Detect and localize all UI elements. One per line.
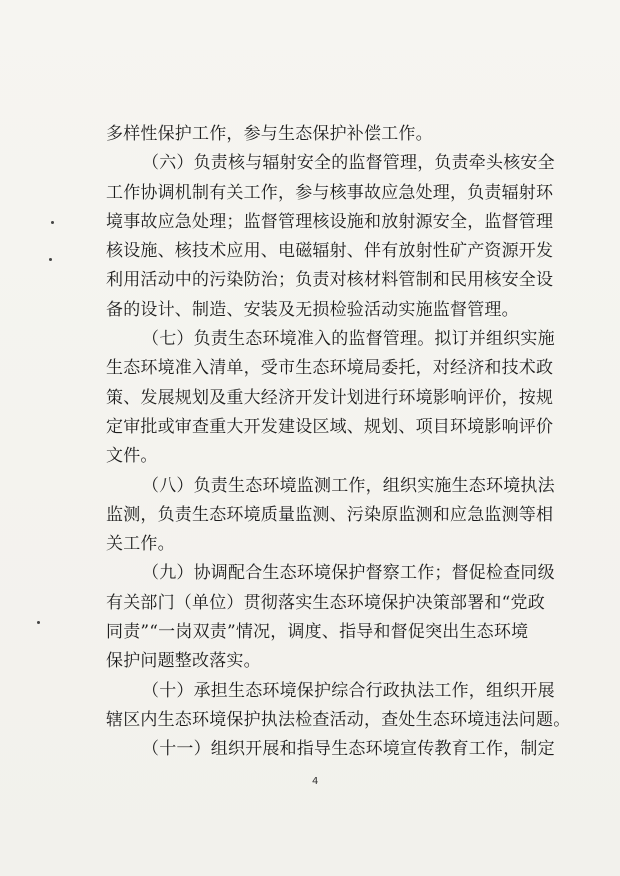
text-line-3: 工作协调机制有关工作，参与核事故应急处理，负责辐射环 [106,182,554,203]
text-line-15: 关工作。 [106,534,175,555]
text-line-7: 备的设计、制造、安装及无损检验活动实施监督管理。 [106,299,519,320]
text-line-18: 同责”“一岗双责”情况，调度、指导和督促突出生态环境 [106,622,529,643]
text-line-13: （八）负责生态环境监测工作，组织实施生态环境执法 [142,475,555,496]
text-line-5: 核设施、核技术应用、电磁辐射、伴有放射性矿产资源开发 [106,241,554,262]
text-line-11: 定审批或审查重大开发建设区域、规划、项目环境影响评价 [106,416,554,437]
body-text [106,120,571,765]
text-line-4: 境事故应急处理；监督管理核设施和放射源安全，监督管理 [106,211,554,232]
text-line-20: （十）承担生态环境保护综合行政执法工作，组织开展 [142,680,555,701]
text-line-6: 利用活动中的污染防治；负责对核材料管制和民用核安全设 [106,270,554,291]
scan-speck [51,221,54,224]
text-line-2: （六）负责核与辐射安全的监督管理，负责牵头核安全 [142,153,555,174]
text-line-12: 文件。 [106,446,158,467]
text-line-21: 辖区内生态环境保护执法检查活动，查处生态环境违法问题。 [106,709,571,730]
text-line-8: （七）负责生态环境准入的监督管理。拟订并组织实施 [142,329,555,350]
text-line-17: 有关部门（单位）贯彻落实生态环境保护决策部署和“党政 [106,592,545,613]
page-number: 4 [312,776,319,787]
text-line-16: （九）协调配合生态环境保护督察工作；督促检查同级 [142,563,555,584]
text-line-10: 策、发展规划及重大经济开发计划进行环境影响评价，按规 [106,387,554,408]
scan-speck [37,621,40,624]
text-line-19: 保护问题整改落实。 [106,651,261,672]
text-line-9: 生态环境准入清单，受市生态环境局委托，对经济和技术政 [106,358,554,379]
text-line-22: （十一）组织开展和指导生态环境宣传教育工作，制定 [142,739,555,760]
text-line-1: 多样性保护工作，参与生态保护补偿工作。 [106,124,433,144]
scan-speck [49,258,52,261]
text-line-14: 监测，负责生态环境质量监测、污染原监测和应急监测等相 [106,504,554,525]
